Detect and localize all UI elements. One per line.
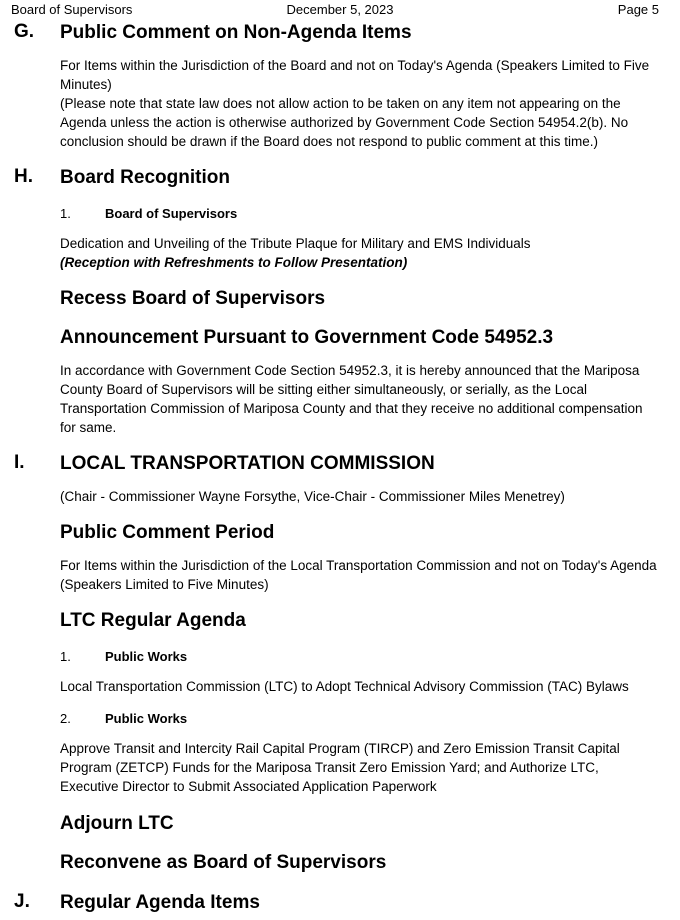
commission-chairs: (Chair - Commissioner Wayne Forsythe, Vice-Chair - Commissioner Miles Menetrey) [60, 489, 565, 504]
item-number: 2. [60, 711, 71, 726]
section-g-title: Public Comment on Non-Agenda Items [60, 22, 412, 43]
header-board-name: Board of Supervisors [11, 2, 133, 17]
section-j-letter: J. [14, 891, 30, 912]
item-description: Dedication and Unveiling of the Tribute Plaque for Military and EMS Individuals [60, 236, 531, 251]
section-h-letter: H. [14, 166, 33, 187]
section-h-title: Board Recognition [60, 167, 230, 188]
announcement-text: In accordance with Government Code Section 54952.3, it is hereby announced that the Mariposa County Board of Supervisors will be sitting either simultaneously, or serially, as the Local Transportation Commission of Mariposa County and that they receive no additional compensation for same. [60, 363, 643, 435]
ltc-item-2-body [60, 739, 660, 796]
item-number: 1. [60, 206, 71, 221]
adjourn-title: Adjourn LTC [60, 813, 174, 834]
section-g-paragraph-2: (Please note that state law does not allow action to be taken on any item not appearing on the Agenda unless the action is otherwise authorized by Government Code Section 54954.2(b). No conclusion should be drawn if the Board does not respond to public comment at this time.) [60, 96, 629, 149]
public-comment-period-text: For Items within the Jurisdiction of the Local Transportation Commission and not on Today's Agenda (Speakers Limited to Five Minutes) [60, 558, 657, 592]
section-i [60, 452, 660, 476]
section-i-title: LOCAL TRANSPORTATION COMMISSION [60, 453, 435, 474]
public-comment-period-title: Public Comment Period [60, 522, 275, 543]
item-department: Board of Supervisors [105, 206, 238, 221]
section-h-item-1 [60, 205, 237, 223]
announcement-body [60, 361, 660, 437]
ltc-item-1-body [60, 677, 660, 696]
announcement-heading [60, 326, 660, 350]
item-description: Approve Transit and Intercity Rail Capital Program (TIRCP) and Zero Emission Transit Capital Program (ZETCP) Funds for the Mariposa Transit Zero Emission Yard; and Authorize LTC, Executive Director to Submit Associated Application Paperwork [60, 741, 620, 794]
section-g-paragraph-1: For Items within the Jurisdiction of the Board and not on Today's Agenda (Speakers Limited to Five Minutes) [60, 58, 650, 92]
reconvene-title: Reconvene as Board of Supervisors [60, 852, 387, 873]
announcement-title: Announcement Pursuant to Government Code 54952.3 [60, 327, 554, 348]
section-h-item-1-body [60, 234, 660, 272]
item-number: 1. [60, 649, 71, 664]
item-department: Public Works [105, 649, 188, 664]
section-j-title: Regular Agenda Items [60, 892, 260, 913]
item-description: Local Transportation Commission (LTC) to Adopt Technical Advisory Commission (TAC) Bylaws [60, 679, 629, 694]
ltc-item-2 [60, 710, 187, 728]
section-h [60, 166, 660, 190]
page-header [0, 0, 680, 18]
section-j [60, 891, 660, 915]
section-g-body [60, 56, 660, 151]
recess-title: Recess Board of Supervisors [60, 288, 326, 309]
ltc-item-1 [60, 648, 187, 666]
header-date: December 5, 2023 [286, 2, 394, 17]
section-g-letter: G. [14, 21, 35, 42]
item-department: Public Works [105, 711, 188, 726]
public-comment-period-body [60, 556, 660, 594]
adjourn-heading [60, 812, 660, 836]
ltc-regular-agenda-title: LTC Regular Agenda [60, 610, 246, 631]
item-note: (Reception with Refreshments to Follow Presentation) [60, 255, 408, 270]
ltc-regular-agenda-heading [60, 609, 660, 633]
section-i-body [60, 487, 660, 506]
public-comment-period-heading [60, 521, 660, 545]
section-g [60, 21, 660, 45]
header-page-number: Page 5 [617, 2, 659, 17]
recess-heading [60, 287, 660, 311]
section-i-letter: I. [14, 452, 25, 473]
reconvene-heading [60, 851, 660, 875]
